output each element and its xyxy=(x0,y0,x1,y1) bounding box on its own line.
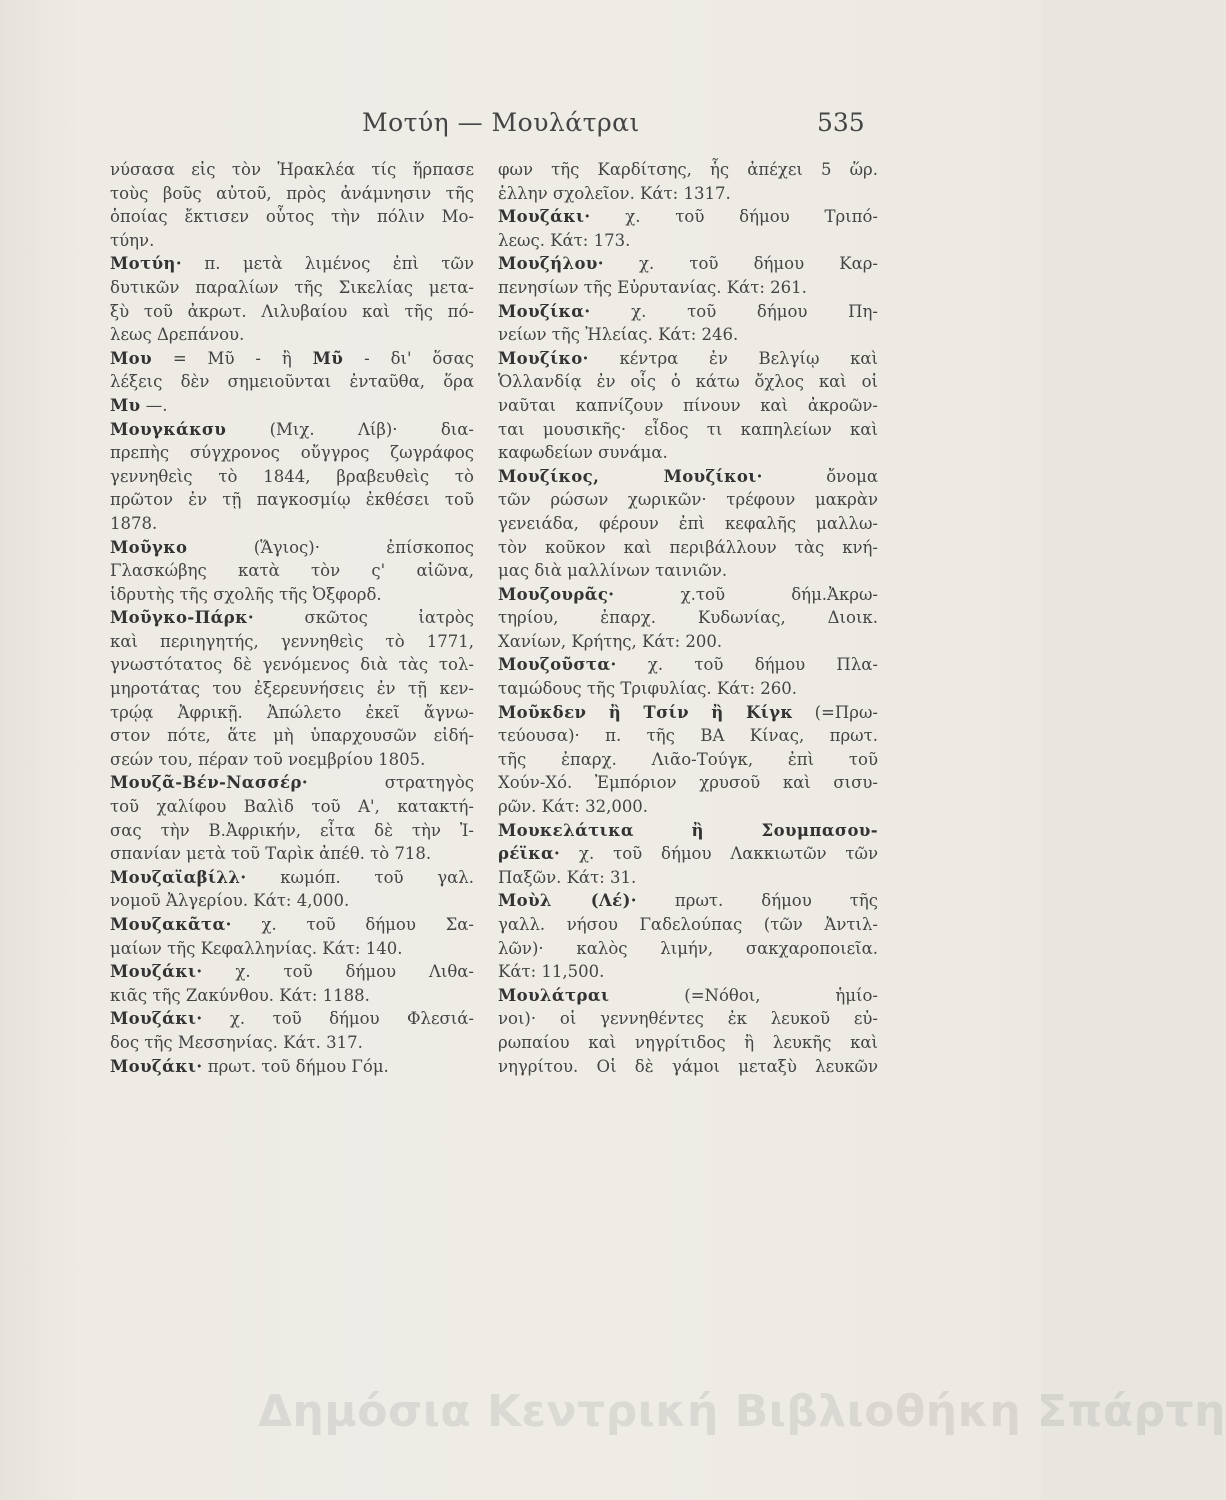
text-line xyxy=(498,630,878,654)
entry-text: σας τὴν Β.Ἀφρικήν, εἶτα δὲ τὴν Ἰ- xyxy=(110,820,474,840)
text-line xyxy=(498,771,878,795)
entry-headword: Μουζάκι· xyxy=(110,1056,203,1076)
entry-text: —. xyxy=(140,395,168,415)
text-line xyxy=(498,1055,878,1079)
text-line xyxy=(110,559,474,583)
entry-headword: Μουγκάκσυ xyxy=(110,419,227,439)
entry-text: χ.τοῦ δήμ.Ἀκρω- xyxy=(614,584,878,604)
entry-text: ἑλλην σχολεῖον. Κάτ: 1317. xyxy=(498,183,731,203)
entry-headword: Μουζακᾶτα· xyxy=(110,915,232,934)
text-line xyxy=(498,819,878,843)
text-line xyxy=(498,913,878,937)
entry-text: (=Νόθοι, ἡμίο- xyxy=(609,985,878,1005)
text-line xyxy=(110,418,474,442)
text-line xyxy=(498,394,878,418)
entry-text: γεννηθεὶς τὸ 1844, βραβευθεὶς τὸ xyxy=(110,466,474,486)
text-line xyxy=(110,276,474,300)
entry-text: (Μιχ. Λίβ)· δια- xyxy=(226,419,474,439)
entry-headword: Μοτύη· xyxy=(110,254,182,274)
entry-headword: Μουζάκι· xyxy=(110,962,203,982)
text-line xyxy=(498,583,878,607)
text-line xyxy=(110,795,474,819)
text-line xyxy=(110,819,474,843)
entry-text: νύσασα εἰς τὸν Ἡρακλέα τίς ἥρπασε xyxy=(110,160,474,179)
entry-headword: Μουζήλου· xyxy=(498,254,604,274)
entry-headword: Μουζᾶ-Βέν-Νασσέρ· xyxy=(110,773,308,793)
text-line xyxy=(110,653,474,677)
text-line xyxy=(498,300,878,324)
entry-text: λέξεις δὲν σημειοῦνται ἐνταῦθα, ὅρα xyxy=(110,372,474,392)
entry-text: Γλασκώβης κατὰ τὸν ς' αἰῶνα, xyxy=(110,561,474,581)
entry-text: νείων τῆς Ἠλείας. Κάτ: 246. xyxy=(498,325,739,345)
entry-text: π. μετὰ λιμένος ἐπὶ τῶν xyxy=(181,254,474,274)
entry-text: - δι' ὅσας xyxy=(343,348,474,368)
entry-text: (Ἅγιος)· ἐπίσκοπος xyxy=(187,537,474,557)
entry-text: κέντρα ἐν Βελγίῳ καὶ xyxy=(588,348,878,368)
text-line xyxy=(110,1055,474,1079)
entry-text: μας διὰ μαλλίνων ταινιῶν. xyxy=(498,561,728,581)
entry-text: στον πότε, ἅτε μὴ ὑπαρχουσῶν εἰδή- xyxy=(110,726,474,746)
text-line xyxy=(110,630,474,654)
text-line xyxy=(110,677,474,701)
text-line xyxy=(110,866,474,890)
entry-text: ναῦται καπνίζουν πίνουν καὶ ἀκροῶν- xyxy=(498,395,878,415)
text-line xyxy=(498,252,878,276)
text-line xyxy=(498,653,878,677)
entry-headword: Μουζοῦστα· xyxy=(498,655,617,675)
text-line xyxy=(110,1007,474,1031)
text-line xyxy=(498,418,878,442)
entry-text: πενησίων τῆς Εὐρυτανίας. Κάτ: 261. xyxy=(498,277,807,297)
text-line xyxy=(498,866,878,890)
text-line xyxy=(498,276,878,300)
text-line xyxy=(498,323,878,347)
entry-text: λεως. Κάτ: 173. xyxy=(498,230,631,250)
text-line xyxy=(498,229,878,253)
entry-text: κιᾶς τῆς Ζακύνθου. Κάτ: 1188. xyxy=(110,985,370,1005)
entry-text: μαίων τῆς Κεφαλληνίας. Κάτ: 140. xyxy=(110,938,403,958)
text-line xyxy=(110,394,474,418)
running-title: Μοτύη — Μουλάτραι xyxy=(362,108,640,137)
entry-text: πρεπὴς σύγχρονος οὔγγρος ζωγράφος xyxy=(110,443,474,463)
entry-text: καὶ περιηγητής, γεννηθεὶς τὸ 1771, xyxy=(110,631,474,651)
right-text-column xyxy=(498,158,878,1078)
entry-text: χ. τοῦ δήμου Πλα- xyxy=(616,655,878,675)
entry-text: τύην. xyxy=(110,230,155,250)
entry-text: χ. τοῦ δήμου Σα- xyxy=(231,915,474,934)
entry-text: ἱδρυτὴς τῆς σχολῆς τῆς Ὀξφορδ. xyxy=(110,584,382,604)
entry-text: καφωδείων συνάμα. xyxy=(498,443,668,463)
entry-text: πρωτ. τοῦ δήμου Γόμ. xyxy=(202,1056,389,1076)
text-line xyxy=(498,677,878,701)
entry-text: Χανίων, Κρήτης, Κάτ: 200. xyxy=(498,631,723,651)
entry-text: σκῶτος ἰατρὸς xyxy=(254,608,474,628)
entry-text: Ὁλλανδίᾳ ἐν οἷς ὁ κάτω ὄχλος καὶ οἱ xyxy=(498,372,878,392)
entry-text: (=Πρω- xyxy=(793,702,878,722)
text-line xyxy=(498,488,878,512)
entry-headword: Μυ xyxy=(110,395,141,415)
text-line xyxy=(110,1031,474,1055)
text-line xyxy=(110,606,474,630)
entry-text: φων τῆς Καρδίτσης, ἧς ἀπέχει 5 ὥρ. xyxy=(498,160,878,179)
text-line xyxy=(498,701,878,725)
text-line xyxy=(498,1031,878,1055)
text-line xyxy=(498,724,878,748)
entry-text: πρῶτον ἐν τῇ παγκοσμίῳ ἐκθέσει τοῦ xyxy=(110,490,474,510)
entry-text: χ. τοῦ δήμου Πη- xyxy=(590,301,878,321)
entry-text: γενειάδα, φέρουν ἐπὶ κεφαλῆς μαλλω- xyxy=(498,513,878,533)
entry-text: Χούν-Χό. Ἐμπόριον χρυσοῦ καὶ σισυ- xyxy=(498,773,878,793)
entry-text: ρῶν. Κάτ: 32,000. xyxy=(498,797,649,817)
entry-text: τὸν κοῦκον καὶ περιβάλλουν τὰς κνή- xyxy=(498,537,878,557)
entry-text: ξὺ τοῦ ἀκρωτ. Λιλυβαίου καὶ τῆς πό- xyxy=(110,301,474,321)
text-line xyxy=(110,182,474,206)
entry-text: ὁποίας ἔκτισεν οὗτος τὴν πόλιν Μο- xyxy=(110,207,474,227)
entry-text: κωμόπ. τοῦ γαλ. xyxy=(246,867,474,887)
entry-text: ρωπαίου καὶ νηγρίτιδος ἢ λευκῆς καὶ xyxy=(498,1032,878,1052)
entry-text: Παξῶν. Κάτ: 31. xyxy=(498,867,637,887)
text-line xyxy=(498,182,878,206)
entry-text: ταμώδους τῆς Τριφυλίας. Κάτ: 260. xyxy=(498,679,798,699)
entry-text: χ. τοῦ δήμου Τριπό- xyxy=(590,207,878,227)
text-line xyxy=(498,889,878,913)
entry-headword: Μου xyxy=(110,348,152,368)
text-line xyxy=(110,205,474,229)
entry-text: ὄνομα xyxy=(762,466,879,486)
text-line xyxy=(498,984,878,1008)
entry-headword: Μουζίκο· xyxy=(498,348,589,368)
text-line xyxy=(110,229,474,253)
entry-headword: Μοῦκδεν ἢ Τσίν ἢ Κίγκ xyxy=(498,702,794,722)
entry-text: στρατηγὸς xyxy=(307,773,474,793)
entry-headword: Μουζάκι· xyxy=(110,1009,203,1029)
entry-text: νηγρίτου. Οἱ δὲ γάμοι μεταξὺ λευκῶν xyxy=(498,1056,878,1076)
text-line xyxy=(110,536,474,560)
entry-text: χ. τοῦ δήμου Λακκιωτῶν τῶν xyxy=(560,844,878,864)
text-line xyxy=(110,937,474,961)
entry-text: νομοῦ Ἀλγερίου. Κάτ: 4,000. xyxy=(110,891,350,911)
text-line xyxy=(110,370,474,394)
text-line xyxy=(498,205,878,229)
entry-text: τοῦ χαλίφου Βαλὶδ τοῦ Α', κατακτή- xyxy=(110,797,474,817)
page-number: 535 xyxy=(817,108,865,137)
entry-text: πρωτ. δήμου τῆς xyxy=(636,891,878,911)
text-line xyxy=(498,441,878,465)
text-line xyxy=(110,583,474,607)
entry-text: νοι)· οἱ γεννηθέντες ἐκ λευκοῦ εὐ- xyxy=(498,1009,878,1029)
text-line xyxy=(498,960,878,984)
text-line xyxy=(498,347,878,371)
entry-text: τῆς ἐπαρχ. Λιᾶο-Τούγκ, ἐπὶ τοῦ xyxy=(498,749,878,769)
entry-headword: ρέϊκα· xyxy=(498,844,561,864)
entry-headword: Μουζάκι· xyxy=(498,207,591,227)
text-line xyxy=(110,300,474,324)
entry-text: 1878. xyxy=(110,513,158,533)
text-line xyxy=(498,606,878,630)
entry-headword: Μουζαϊαβίλλ· xyxy=(110,867,247,887)
entry-text: σεών του, πέραν τοῦ νοεμβρίου 1805. xyxy=(110,749,426,769)
entry-text: = Μῦ - ἢ xyxy=(151,348,313,368)
text-line xyxy=(110,724,474,748)
text-line xyxy=(498,559,878,583)
entry-text: γνωστότατος δὲ γενόμενος διὰ τὰς τολ- xyxy=(110,655,474,675)
text-line xyxy=(110,441,474,465)
entry-text: χ. τοῦ δήμου Καρ- xyxy=(603,254,878,274)
entry-text: μηροτάτας του ἐξερευνήσεις ἐν τῇ κεν- xyxy=(110,679,474,699)
text-line xyxy=(110,465,474,489)
text-line xyxy=(110,488,474,512)
text-line xyxy=(498,842,878,866)
text-line xyxy=(110,347,474,371)
entry-text: τεύουσα)· π. τῆς ΒΑ Κίνας, πρωτ. xyxy=(498,726,878,746)
text-line xyxy=(498,748,878,772)
entry-headword: Μουλάτραι xyxy=(498,985,610,1005)
entry-text: τοὺς βοῦς αὐτοῦ, πρὸς ἀνάμνησιν τῆς xyxy=(110,183,474,203)
entry-text: χ. τοῦ δήμου Φλεσιά- xyxy=(202,1009,474,1029)
entry-headword: Μῦ xyxy=(312,348,344,368)
text-line xyxy=(498,1007,878,1031)
left-text-column xyxy=(110,158,474,1078)
entry-text: χ. τοῦ δήμου Λιθα- xyxy=(202,962,474,982)
text-line xyxy=(110,512,474,536)
entry-text: ται μουσικῆς· εἶδος τι καπηλείων καὶ xyxy=(498,419,878,439)
entry-text: Κάτ: 11,500. xyxy=(498,962,605,982)
entry-text: λεως Δρεπάνου. xyxy=(110,325,245,345)
entry-text: τρῴᾳ Ἀφρικῇ. Ἀπώλετο ἐκεῖ ἄγνω- xyxy=(110,702,474,722)
text-line xyxy=(498,370,878,394)
text-line xyxy=(110,252,474,276)
text-line xyxy=(498,795,878,819)
entry-text: δος τῆς Μεσσηνίας. Κάτ. 317. xyxy=(110,1032,363,1052)
entry-headword: Μοῦγκο xyxy=(110,537,188,557)
entry-text: δυτικῶν παραλίων τῆς Σικελίας μετα- xyxy=(110,277,474,297)
entry-text: τῶν ρώσων χωρικῶν· τρέφουν μακρὰν xyxy=(498,490,878,510)
text-line xyxy=(110,701,474,725)
text-line xyxy=(498,937,878,961)
entry-text: λῶν)· καλὸς λιμήν, σακχαροποιεῖα. xyxy=(498,938,878,958)
page-header xyxy=(0,108,1041,148)
text-line xyxy=(110,323,474,347)
library-watermark: Δημόσια Κεντρική Βιβλιοθήκη Σπάρτη xyxy=(258,1386,1226,1437)
text-line xyxy=(498,512,878,536)
entry-headword: Μουζίκος, Μουζίκοι· xyxy=(498,466,763,486)
entry-text: γαλλ. νήσου Γαδελούπας (τῶν Ἀντιλ- xyxy=(498,915,878,934)
text-line xyxy=(498,536,878,560)
text-line xyxy=(110,748,474,772)
text-line xyxy=(110,913,474,937)
entry-headword: Μουκελάτικα ἢ Σουμπασου- xyxy=(498,820,878,840)
entry-headword: Μοὺλ (Λέ)· xyxy=(498,891,637,911)
text-line xyxy=(110,158,474,182)
text-line xyxy=(110,960,474,984)
entry-text: τηρίου, ἐπαρχ. Κυδωνίας, Διοικ. xyxy=(498,608,878,628)
text-line xyxy=(498,465,878,489)
entry-headword: Μοῦγκο-Πάρκ· xyxy=(110,608,254,628)
entry-text: σπανίαν μετὰ τοῦ Ταρὶκ ἀπέθ. τὸ 718. xyxy=(110,844,432,864)
text-line xyxy=(110,984,474,1008)
text-line xyxy=(498,158,878,182)
text-line xyxy=(110,889,474,913)
text-line xyxy=(110,771,474,795)
entry-headword: Μουζίκα· xyxy=(498,301,591,321)
entry-headword: Μουζουρᾶς· xyxy=(498,584,615,604)
text-line xyxy=(110,842,474,866)
